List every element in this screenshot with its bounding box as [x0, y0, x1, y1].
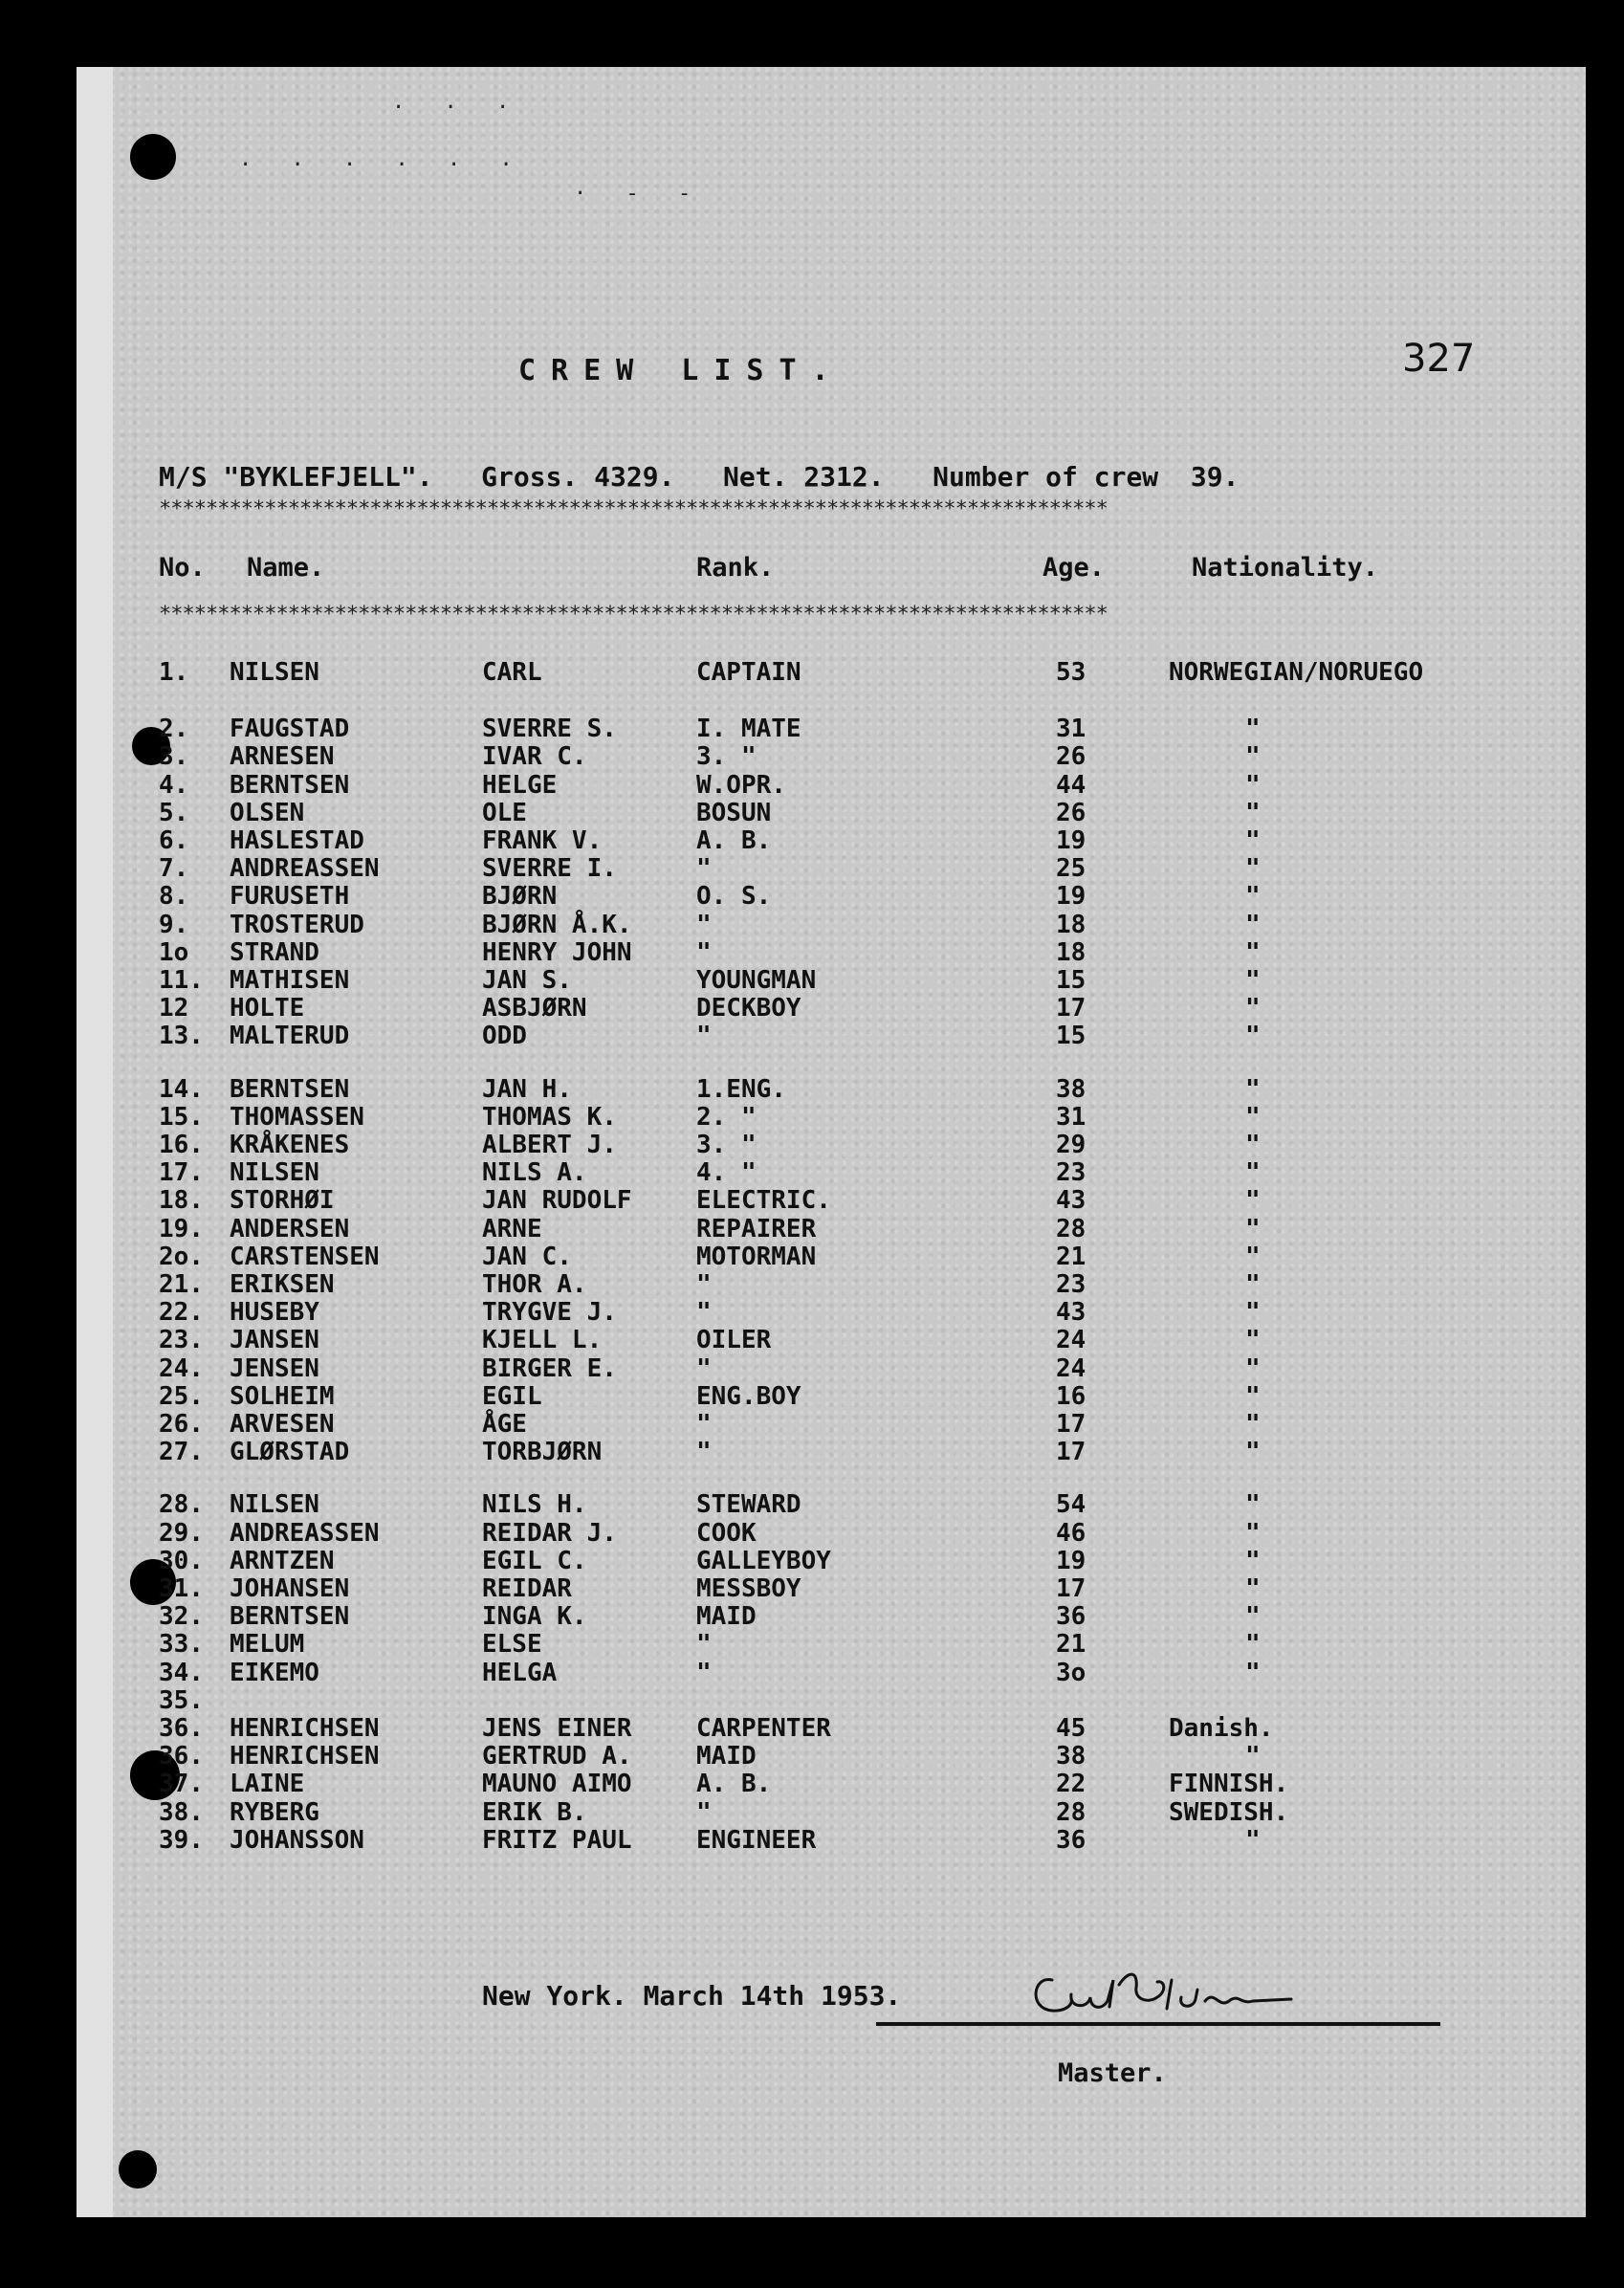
row-given-name: REIDAR — [482, 1574, 572, 1603]
row-surname: JOHANSSON — [230, 1825, 364, 1855]
row-rank: BOSUN — [696, 798, 772, 827]
row-age: 17 — [1056, 1438, 1086, 1467]
row-given-name: BJØRN — [482, 882, 558, 912]
row-surname: ARNTZEN — [230, 1546, 335, 1575]
row-rank: A. B. — [696, 1770, 772, 1799]
table-row — [77, 1131, 1586, 1159]
table-row — [77, 1574, 1586, 1603]
row-given-name: NILS A. — [482, 1158, 587, 1188]
row-rank: YOUNGMAN — [696, 966, 817, 995]
table-row — [77, 1438, 1586, 1466]
table-row — [77, 854, 1586, 883]
table-row — [77, 1022, 1586, 1050]
row-rank: O. S. — [696, 882, 772, 912]
star-separator: ********************************************************************************* — [159, 603, 1108, 627]
table-row — [77, 1075, 1586, 1104]
row-age: 17 — [1056, 1410, 1086, 1439]
punch-hole-icon — [130, 134, 176, 180]
row-surname: THOMASSEN — [230, 1102, 364, 1132]
row-surname: MELUM — [230, 1630, 305, 1660]
row-surname: HENRICHSEN — [230, 1714, 380, 1743]
row-number: 14. — [159, 1074, 204, 1104]
table-row — [77, 1714, 1586, 1743]
row-age: 24 — [1056, 1326, 1086, 1355]
row-number: 21. — [159, 1270, 204, 1299]
row-given-name: JAN C. — [482, 1242, 572, 1271]
row-rank: ELECTRIC. — [696, 1186, 831, 1216]
row-rank: 2. " — [696, 1102, 757, 1132]
row-given-name: JAN H. — [482, 1074, 572, 1104]
row-given-name: INGA K. — [482, 1602, 587, 1632]
table-row — [77, 966, 1586, 995]
row-number: 35. — [159, 1685, 204, 1715]
row-nationality: " — [1245, 1574, 1261, 1603]
row-age: 3o — [1056, 1658, 1086, 1687]
row-nationality: " — [1245, 1825, 1261, 1855]
row-age: 19 — [1056, 1546, 1086, 1575]
row-given-name: OLE — [482, 798, 527, 827]
row-given-name: ELSE — [482, 1630, 542, 1660]
row-rank: MOTORMAN — [696, 1242, 817, 1271]
row-surname: HENRICHSEN — [230, 1742, 380, 1771]
row-rank: 3. " — [696, 1131, 757, 1159]
row-number: 22. — [159, 1298, 204, 1328]
row-surname: CARSTENSEN — [230, 1242, 380, 1271]
row-nationality: " — [1245, 1270, 1261, 1299]
row-rank: STEWARD — [696, 1490, 801, 1520]
row-age: 16 — [1056, 1381, 1086, 1411]
row-number: 38. — [159, 1797, 204, 1827]
row-surname: JOHANSEN — [230, 1574, 350, 1603]
row-surname: ARNESEN — [230, 742, 335, 772]
row-age: 26 — [1056, 742, 1086, 772]
row-rank: " — [696, 1438, 712, 1467]
header-name: Name. — [247, 553, 325, 583]
row-nationality: " — [1245, 770, 1261, 800]
row-rank: W.OPR. — [696, 770, 786, 800]
row-surname: LAINE — [230, 1770, 305, 1799]
row-number: 34. — [159, 1658, 204, 1687]
row-given-name: NILS H. — [482, 1490, 587, 1520]
row-rank: " — [696, 1298, 712, 1328]
row-nationality: " — [1245, 1131, 1261, 1159]
row-given-name: BIRGER E. — [482, 1353, 617, 1383]
row-age: 38 — [1056, 1074, 1086, 1104]
row-given-name: ODD — [482, 1022, 527, 1051]
header-rank: Rank. — [696, 553, 775, 583]
row-number: 11. — [159, 966, 204, 995]
row-number: 2o. — [159, 1242, 204, 1271]
table-row — [77, 1326, 1586, 1354]
row-surname: FAUGSTAD — [230, 715, 350, 744]
row-nationality: " — [1245, 1438, 1261, 1467]
table-row — [77, 1742, 1586, 1771]
row-given-name: FRITZ PAUL — [482, 1825, 632, 1855]
row-number: 31. — [159, 1574, 204, 1603]
row-number: 36. — [159, 1742, 204, 1771]
row-age: 21 — [1056, 1242, 1086, 1271]
ink-specks: · · · · · · — [239, 153, 526, 177]
signature-role: Master. — [1058, 2058, 1167, 2088]
row-nationality: " — [1245, 1214, 1261, 1243]
row-nationality: " — [1245, 1102, 1261, 1132]
row-rank: MAID — [696, 1602, 757, 1632]
table-row — [77, 1826, 1586, 1855]
table-row — [77, 1270, 1586, 1299]
row-number: 37. — [159, 1770, 204, 1799]
row-given-name: JAN RUDOLF — [482, 1186, 632, 1216]
row-surname: NILSEN — [230, 1490, 319, 1520]
row-number: 2. — [159, 715, 189, 744]
row-number: 32. — [159, 1602, 204, 1632]
signature-line — [876, 2022, 1440, 2026]
table-row — [77, 1354, 1586, 1383]
row-age: 18 — [1056, 937, 1086, 967]
row-rank: GALLEYBOY — [696, 1546, 831, 1575]
row-surname: STORHØI — [230, 1186, 335, 1216]
row-rank: ENGINEER — [696, 1825, 817, 1855]
row-given-name: SVERRE I. — [482, 854, 617, 884]
row-rank: " — [696, 1630, 712, 1660]
row-age: 18 — [1056, 910, 1086, 939]
row-rank: 1.ENG. — [696, 1074, 786, 1104]
row-age: 36 — [1056, 1825, 1086, 1855]
star-separator: ********************************************************************************* — [159, 497, 1108, 521]
row-surname: RYBERG — [230, 1797, 319, 1827]
row-surname: ANDREASSEN — [230, 1518, 380, 1548]
row-rank: MESSBOY — [696, 1574, 801, 1603]
crew-list-sheet — [77, 67, 1586, 2217]
row-age: 23 — [1056, 1158, 1086, 1188]
row-age: 24 — [1056, 1353, 1086, 1383]
row-rank: " — [696, 1797, 712, 1827]
row-number: 3. — [159, 742, 189, 772]
row-number: 30. — [159, 1546, 204, 1575]
row-number: 36. — [159, 1714, 204, 1743]
row-age: 19 — [1056, 826, 1086, 855]
row-surname: NILSEN — [230, 658, 319, 687]
row-surname: BERNTSEN — [230, 1074, 350, 1104]
row-nationality: " — [1245, 966, 1261, 995]
row-rank: COOK — [696, 1518, 757, 1548]
row-rank: " — [696, 937, 712, 967]
row-age: 21 — [1056, 1630, 1086, 1660]
row-number: 29. — [159, 1518, 204, 1548]
row-age: 29 — [1056, 1131, 1086, 1159]
row-nationality: " — [1245, 1490, 1261, 1520]
row-nationality: Danish. — [1169, 1714, 1274, 1743]
table-row — [77, 1519, 1586, 1548]
row-age: 28 — [1056, 1214, 1086, 1243]
row-surname: HUSEBY — [230, 1298, 319, 1328]
row-given-name: ÅGE — [482, 1410, 527, 1439]
row-rank: 4. " — [696, 1158, 757, 1188]
table-row — [77, 1158, 1586, 1187]
row-age: 19 — [1056, 882, 1086, 912]
table-row — [77, 882, 1586, 911]
row-rank: " — [696, 910, 712, 939]
row-nationality: " — [1245, 854, 1261, 884]
row-age: 15 — [1056, 1022, 1086, 1051]
row-given-name: ARNE — [482, 1214, 542, 1243]
row-given-name: CARL — [482, 658, 542, 687]
row-surname: ARVESEN — [230, 1410, 335, 1439]
row-nationality: " — [1245, 1022, 1261, 1051]
row-nationality: " — [1245, 1381, 1261, 1411]
row-given-name: ASBJØRN — [482, 994, 587, 1023]
row-surname: ERIKSEN — [230, 1270, 335, 1299]
row-rank: OILER — [696, 1326, 772, 1355]
row-nationality: " — [1245, 1298, 1261, 1328]
row-nationality: SWEDISH. — [1169, 1797, 1289, 1827]
table-row — [77, 658, 1586, 687]
header-age: Age. — [1042, 553, 1106, 583]
row-surname: HASLESTAD — [230, 826, 364, 855]
ink-specks: · - - — [574, 182, 705, 206]
row-number: 24. — [159, 1353, 204, 1383]
row-rank: " — [696, 1022, 712, 1051]
row-nationality: " — [1245, 994, 1261, 1023]
table-row — [77, 715, 1586, 743]
row-surname: MATHISEN — [230, 966, 350, 995]
table-row — [77, 1659, 1586, 1687]
row-given-name: IVAR C. — [482, 742, 587, 772]
place-and-date: New York. March 14th 1953. — [482, 1980, 902, 2012]
row-age: 53 — [1056, 658, 1086, 687]
row-number: 1o — [159, 937, 189, 967]
table-row — [77, 1686, 1586, 1715]
table-row — [77, 1103, 1586, 1132]
row-nationality: " — [1245, 742, 1261, 772]
row-nationality: " — [1245, 715, 1261, 744]
punch-hole-icon — [119, 2150, 157, 2189]
row-age: 22 — [1056, 1770, 1086, 1799]
row-nationality: " — [1245, 1602, 1261, 1632]
row-age: 45 — [1056, 1714, 1086, 1743]
row-given-name: EGIL — [482, 1381, 542, 1411]
row-age: 43 — [1056, 1298, 1086, 1328]
document-title: CREW LIST. — [518, 354, 845, 387]
row-nationality: " — [1245, 1158, 1261, 1188]
row-age: 17 — [1056, 1574, 1086, 1603]
row-nationality: " — [1245, 1242, 1261, 1271]
row-nationality: NORWEGIAN/NORUEGO — [1169, 658, 1424, 687]
table-row — [77, 771, 1586, 800]
row-given-name: THOR A. — [482, 1270, 587, 1299]
table-row — [77, 1770, 1586, 1798]
row-nationality: " — [1245, 1630, 1261, 1660]
row-rank: REPAIRER — [696, 1214, 817, 1243]
row-rank: " — [696, 1410, 712, 1439]
row-rank: " — [696, 1658, 712, 1687]
row-rank: DECKBOY — [696, 994, 801, 1023]
row-nationality: " — [1245, 1742, 1261, 1771]
row-rank: 3. " — [696, 742, 757, 772]
table-row — [77, 1410, 1586, 1439]
row-given-name: ALBERT J. — [482, 1131, 617, 1159]
row-given-name: THOMAS K. — [482, 1102, 617, 1132]
row-surname: ANDREASSEN — [230, 854, 380, 884]
row-rank: " — [696, 854, 712, 884]
row-age: 38 — [1056, 1742, 1086, 1771]
row-number: 19. — [159, 1214, 204, 1243]
row-given-name: HELGE — [482, 770, 558, 800]
row-surname: JANSEN — [230, 1326, 319, 1355]
row-age: 54 — [1056, 1490, 1086, 1520]
table-row — [77, 1798, 1586, 1827]
row-surname: KRÅKENES — [230, 1131, 350, 1159]
row-surname: FURUSETH — [230, 882, 350, 912]
table-row — [77, 911, 1586, 939]
row-surname: SOLHEIM — [230, 1381, 335, 1411]
row-number: 15. — [159, 1102, 204, 1132]
row-rank: I. MATE — [696, 715, 801, 744]
table-row — [77, 742, 1586, 771]
table-row — [77, 799, 1586, 827]
row-given-name: KJELL L. — [482, 1326, 603, 1355]
row-surname: STRAND — [230, 937, 319, 967]
row-number: 27. — [159, 1438, 204, 1467]
row-given-name: ERIK B. — [482, 1797, 587, 1827]
row-nationality: " — [1245, 798, 1261, 827]
row-given-name: TORBJØRN — [482, 1438, 603, 1467]
row-nationality: " — [1245, 1410, 1261, 1439]
header-no: No. — [159, 553, 206, 583]
table-row — [77, 1243, 1586, 1271]
row-age: 26 — [1056, 798, 1086, 827]
table-row — [77, 1490, 1586, 1519]
row-given-name: JENS EINER — [482, 1714, 632, 1743]
row-age: 28 — [1056, 1797, 1086, 1827]
row-nationality: " — [1245, 1518, 1261, 1548]
row-number: 7. — [159, 854, 189, 884]
row-nationality: " — [1245, 1326, 1261, 1355]
row-given-name: EGIL C. — [482, 1546, 587, 1575]
row-nationality: " — [1245, 1658, 1261, 1687]
row-rank: MAID — [696, 1742, 757, 1771]
row-given-name: REIDAR J. — [482, 1518, 617, 1548]
row-age: 44 — [1056, 770, 1086, 800]
row-nationality: FINNISH. — [1169, 1770, 1289, 1799]
page-number: 327 — [1402, 337, 1476, 381]
row-number: 33. — [159, 1630, 204, 1660]
row-surname: MALTERUD — [230, 1022, 350, 1051]
row-nationality: " — [1245, 1546, 1261, 1575]
row-given-name: FRANK V. — [482, 826, 603, 855]
row-age: 23 — [1056, 1270, 1086, 1299]
row-surname: BERNTSEN — [230, 770, 350, 800]
row-given-name: BJØRN Å.K. — [482, 910, 632, 939]
row-surname: OLSEN — [230, 798, 305, 827]
row-given-name: JAN S. — [482, 966, 572, 995]
row-number: 5. — [159, 798, 189, 827]
row-number: 9. — [159, 910, 189, 939]
row-surname: BERNTSEN — [230, 1602, 350, 1632]
row-given-name: TRYGVE J. — [482, 1298, 617, 1328]
table-row — [77, 1630, 1586, 1659]
ship-details: M/S "BYKLEFJELL". Gross. 4329. Net. 2312. Number of crew 39. — [159, 461, 1240, 493]
row-nationality: " — [1245, 1074, 1261, 1104]
row-nationality: " — [1245, 937, 1261, 967]
table-row — [77, 1186, 1586, 1215]
row-given-name: HELGA — [482, 1658, 558, 1687]
table-row — [77, 1547, 1586, 1575]
row-age: 43 — [1056, 1186, 1086, 1216]
row-age: 31 — [1056, 1102, 1086, 1132]
table-row — [77, 1215, 1586, 1243]
row-surname: NILSEN — [230, 1158, 319, 1188]
row-number: 26. — [159, 1410, 204, 1439]
row-surname: GLØRSTAD — [230, 1438, 350, 1467]
row-given-name: GERTRUD A. — [482, 1742, 632, 1771]
row-age: 31 — [1056, 715, 1086, 744]
row-number: 1. — [159, 658, 189, 687]
row-given-name: MAUNO AIMO — [482, 1770, 632, 1799]
row-number: 17. — [159, 1158, 204, 1188]
row-surname: JENSEN — [230, 1353, 319, 1383]
row-rank: CARPENTER — [696, 1714, 831, 1743]
table-row — [77, 994, 1586, 1023]
row-surname: ANDERSEN — [230, 1214, 350, 1243]
ink-specks: · · · — [392, 96, 523, 120]
row-age: 46 — [1056, 1518, 1086, 1548]
row-number: 13. — [159, 1022, 204, 1051]
row-given-name: HENRY JOHN — [482, 937, 632, 967]
table-row — [77, 938, 1586, 967]
row-age: 25 — [1056, 854, 1086, 884]
row-nationality: " — [1245, 910, 1261, 939]
row-number: 23. — [159, 1326, 204, 1355]
row-nationality: " — [1245, 1353, 1261, 1383]
row-age: 17 — [1056, 994, 1086, 1023]
row-surname: TROSTERUD — [230, 910, 364, 939]
table-row — [77, 826, 1586, 855]
row-number: 4. — [159, 770, 189, 800]
row-rank: ENG.BOY — [696, 1381, 801, 1411]
row-number: 28. — [159, 1490, 204, 1520]
row-rank: A. B. — [696, 826, 772, 855]
row-surname: EIKEMO — [230, 1658, 319, 1687]
row-nationality: " — [1245, 826, 1261, 855]
row-number: 16. — [159, 1131, 204, 1159]
row-number: 8. — [159, 882, 189, 912]
row-number: 6. — [159, 826, 189, 855]
row-rank: " — [696, 1270, 712, 1299]
row-age: 36 — [1056, 1602, 1086, 1632]
row-given-name: SVERRE S. — [482, 715, 617, 744]
row-number: 39. — [159, 1825, 204, 1855]
row-nationality: " — [1245, 1186, 1261, 1216]
row-number: 25. — [159, 1381, 204, 1411]
table-row — [77, 1382, 1586, 1411]
row-number: 12 — [159, 994, 189, 1023]
signature — [1014, 1951, 1301, 2028]
row-rank: CAPTAIN — [696, 658, 801, 687]
row-age: 15 — [1056, 966, 1086, 995]
table-row — [77, 1298, 1586, 1327]
row-nationality: " — [1245, 882, 1261, 912]
header-nationality: Nationality. — [1192, 553, 1379, 583]
row-surname: HOLTE — [230, 994, 305, 1023]
table-row — [77, 1602, 1586, 1631]
row-rank: " — [696, 1353, 712, 1383]
row-number: 18. — [159, 1186, 204, 1216]
